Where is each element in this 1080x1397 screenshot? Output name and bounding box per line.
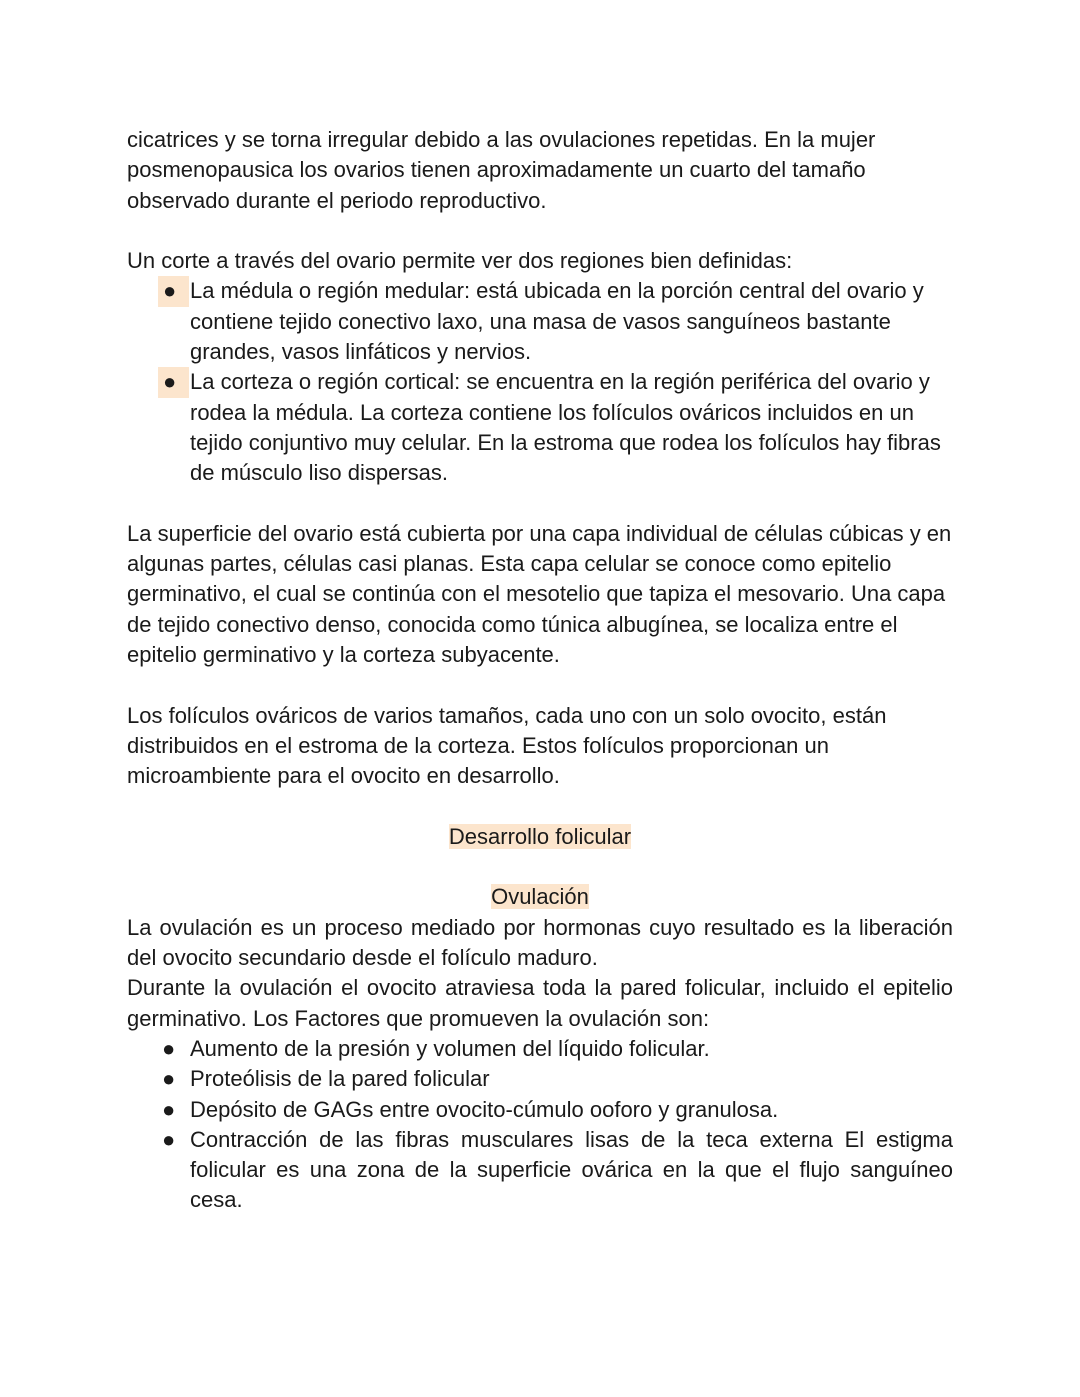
paragraph-ovary-section: Un corte a través del ovario permite ver dos regiones bien definidas: [127,248,793,274]
list-item-text: Contracción de las fibras musculares lisas de la teca externa El estigma folicular es una zona de la superficie ovárica en la que el flujo sanguíneo cesa. [190,1126,953,1213]
paragraph-ovary-aging: cicatrices y se torna irregular debido a las ovulaciones repetidas. En la mujer posmenopausica los ovarios tienen aproximadamente un cuarto del tamaño observado durante el periodo reproductivo. [127,127,876,213]
list-item-text: Proteólisis de la pared folicular [190,1066,490,1092]
list-item [127,1064,953,1094]
regions-list [127,276,953,488]
list-item [127,1034,953,1064]
bullet-icon: ● [162,1035,176,1061]
bullet-icon: ● [162,1126,176,1152]
paragraph-follicles: Los folículos ováricos de varios tamaños, cada uno con un solo ovocito, están distribuidos en el estroma de la corteza. Estos folículos proporcionan un microambiente para el ovocito en desarrollo. [127,702,887,789]
paragraph-ovulation-def: La ovulación es un proceso mediado por hormonas cuyo resultado es la liberación del ovocito secundario desde el folículo maduro. [127,914,953,971]
list-item [127,1095,953,1125]
factors-list [127,1034,953,1216]
list-item [127,276,953,367]
list-item-text: La corteza o región cortical: se encuentra en la región periférica del ovario y rodea la médula. La corteza contiene los folículos ováricos incluidos en un tejido conjuntivo muy celular. En la estroma que rodea los folículos hay fibras de músculo liso dispersas. [190,369,941,486]
paragraph-surface: La superficie del ovario está cubierta por una capa individual de células cúbicas y en algunas partes, células casi planas. Esta capa celular se conoce como epitelio germinativo, el cual se continúa con el mesotelio que tapiza el mesovario. Una capa de tejido conectivo denso, conocida como túnica albugínea, se localiza entre el epitelio germinativo y la corteza subyacente. [127,520,952,668]
heading-ovulation: Ovulación [491,884,589,910]
heading-follicular-development: Desarrollo folicular [448,823,632,849]
bullet-icon: ● [162,1066,176,1092]
list-item-text: La médula o región medular: está ubicada en la porción central del ovario y contiene tejido conectivo laxo, una masa de vasos sanguíneos bastante grandes, vasos linfáticos y nervios. [190,278,924,365]
document-page [127,125,953,1246]
list-item-text: Depósito de GAGs entre ovocito-cúmulo ooforo y granulosa. [190,1096,779,1122]
list-item [127,1125,953,1216]
paragraph-ovulation-factors: Durante la ovulación el ovocito atraviesa toda la pared folicular, incluido el epitelio germinativo. Los Factores que promueven la ovulación son: [127,975,953,1031]
bullet-icon: ● [158,367,189,397]
bullet-icon: ● [162,1096,176,1122]
list-item [127,367,953,488]
bullet-icon: ● [158,276,189,306]
list-item-text: Aumento de la presión y volumen del líquido folicular. [190,1035,710,1061]
